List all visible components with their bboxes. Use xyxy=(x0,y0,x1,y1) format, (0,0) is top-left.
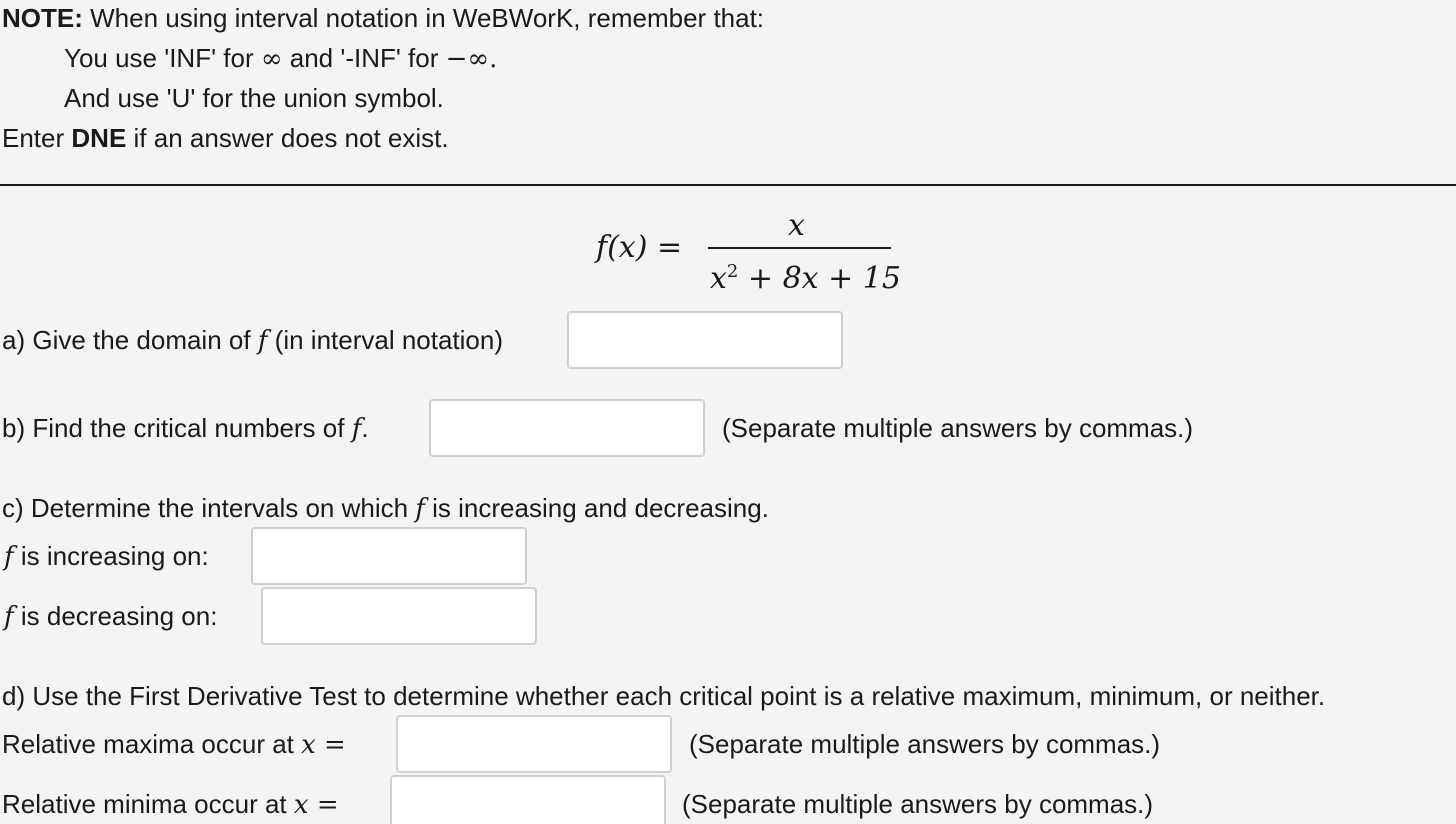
part-c-text-rest: is increasing and decreasing. xyxy=(432,493,769,523)
minima-label-text: Relative minima occur at xyxy=(2,789,287,819)
formula-numerator: x xyxy=(788,208,805,243)
denominator-exponent: 2 xyxy=(726,261,739,282)
dne-keyword: DNE xyxy=(71,123,127,153)
minima-hint: (Separate multiple answers by commas.) xyxy=(682,789,1154,819)
infinity-symbol: ∞ xyxy=(260,44,283,74)
decreasing-label xyxy=(4,600,217,633)
part-c-f: f xyxy=(415,494,425,524)
relative-maxima-input[interactable] xyxy=(396,715,672,773)
note-line-3: And use 'U' for the union symbol. xyxy=(64,83,444,113)
part-b-period: . xyxy=(361,413,369,443)
negative-infinity-symbol: −∞. xyxy=(445,44,498,74)
maxima-label-text: Relative maxima occur at xyxy=(2,729,294,759)
decreasing-f: f xyxy=(4,602,14,632)
part-a-text-rest: (in interval notation) xyxy=(274,325,504,355)
note-line-4-text-a: Enter xyxy=(2,123,65,153)
note-line-1 xyxy=(2,2,764,34)
increasing-label xyxy=(4,540,209,573)
note-line-2-text-a: You use 'INF' for xyxy=(64,43,254,73)
part-c-label xyxy=(2,492,769,525)
increasing-interval-input[interactable] xyxy=(251,527,527,585)
note-line-4-text-b: if an answer does not exist. xyxy=(133,123,449,153)
formula-denominator xyxy=(710,256,901,295)
maxima-label xyxy=(2,728,346,761)
note-line-2 xyxy=(64,42,497,75)
part-b-label xyxy=(2,412,369,445)
maxima-x-eq: x = xyxy=(301,730,346,760)
minima-label xyxy=(2,788,339,821)
part-b-text: b) Find the critical numbers of xyxy=(2,413,345,443)
fraction-bar xyxy=(708,247,891,249)
note-prefix: NOTE: xyxy=(2,3,83,33)
part-c-text: c) Determine the intervals on which xyxy=(2,493,409,523)
section-divider xyxy=(0,184,1456,186)
increasing-label-text: is increasing on: xyxy=(20,541,209,571)
part-a-f: f xyxy=(257,326,268,356)
note-line-2-text-b: and '-INF' for xyxy=(289,43,439,73)
maxima-hint: (Separate multiple answers by commas.) xyxy=(689,729,1161,759)
part-d-label: d) Use the First Derivative Test to determine whether each critical point is a relative maximum, minimum, or neither. xyxy=(2,681,1326,711)
relative-minima-input[interactable] xyxy=(390,775,666,824)
denominator-x: x xyxy=(710,261,727,296)
decreasing-interval-input[interactable] xyxy=(261,587,537,645)
part-b-f: f xyxy=(351,414,362,444)
part-b-hint: (Separate multiple answers by commas.) xyxy=(722,413,1194,443)
decreasing-label-text: is decreasing on: xyxy=(20,601,218,631)
note-line-4 xyxy=(2,122,449,154)
note-line-1-text: When using interval notation in WeBWorK, remember that: xyxy=(90,3,765,33)
part-a-text: a) Give the domain of xyxy=(2,325,251,355)
part-a-label xyxy=(2,324,503,357)
increasing-f: f xyxy=(4,542,14,572)
domain-input[interactable] xyxy=(567,311,843,369)
minima-x-eq: x = xyxy=(293,790,339,820)
formula-lhs: f(x) = xyxy=(596,230,683,265)
denominator-rest: + 8x + 15 xyxy=(747,261,901,296)
critical-numbers-input[interactable] xyxy=(429,399,705,457)
